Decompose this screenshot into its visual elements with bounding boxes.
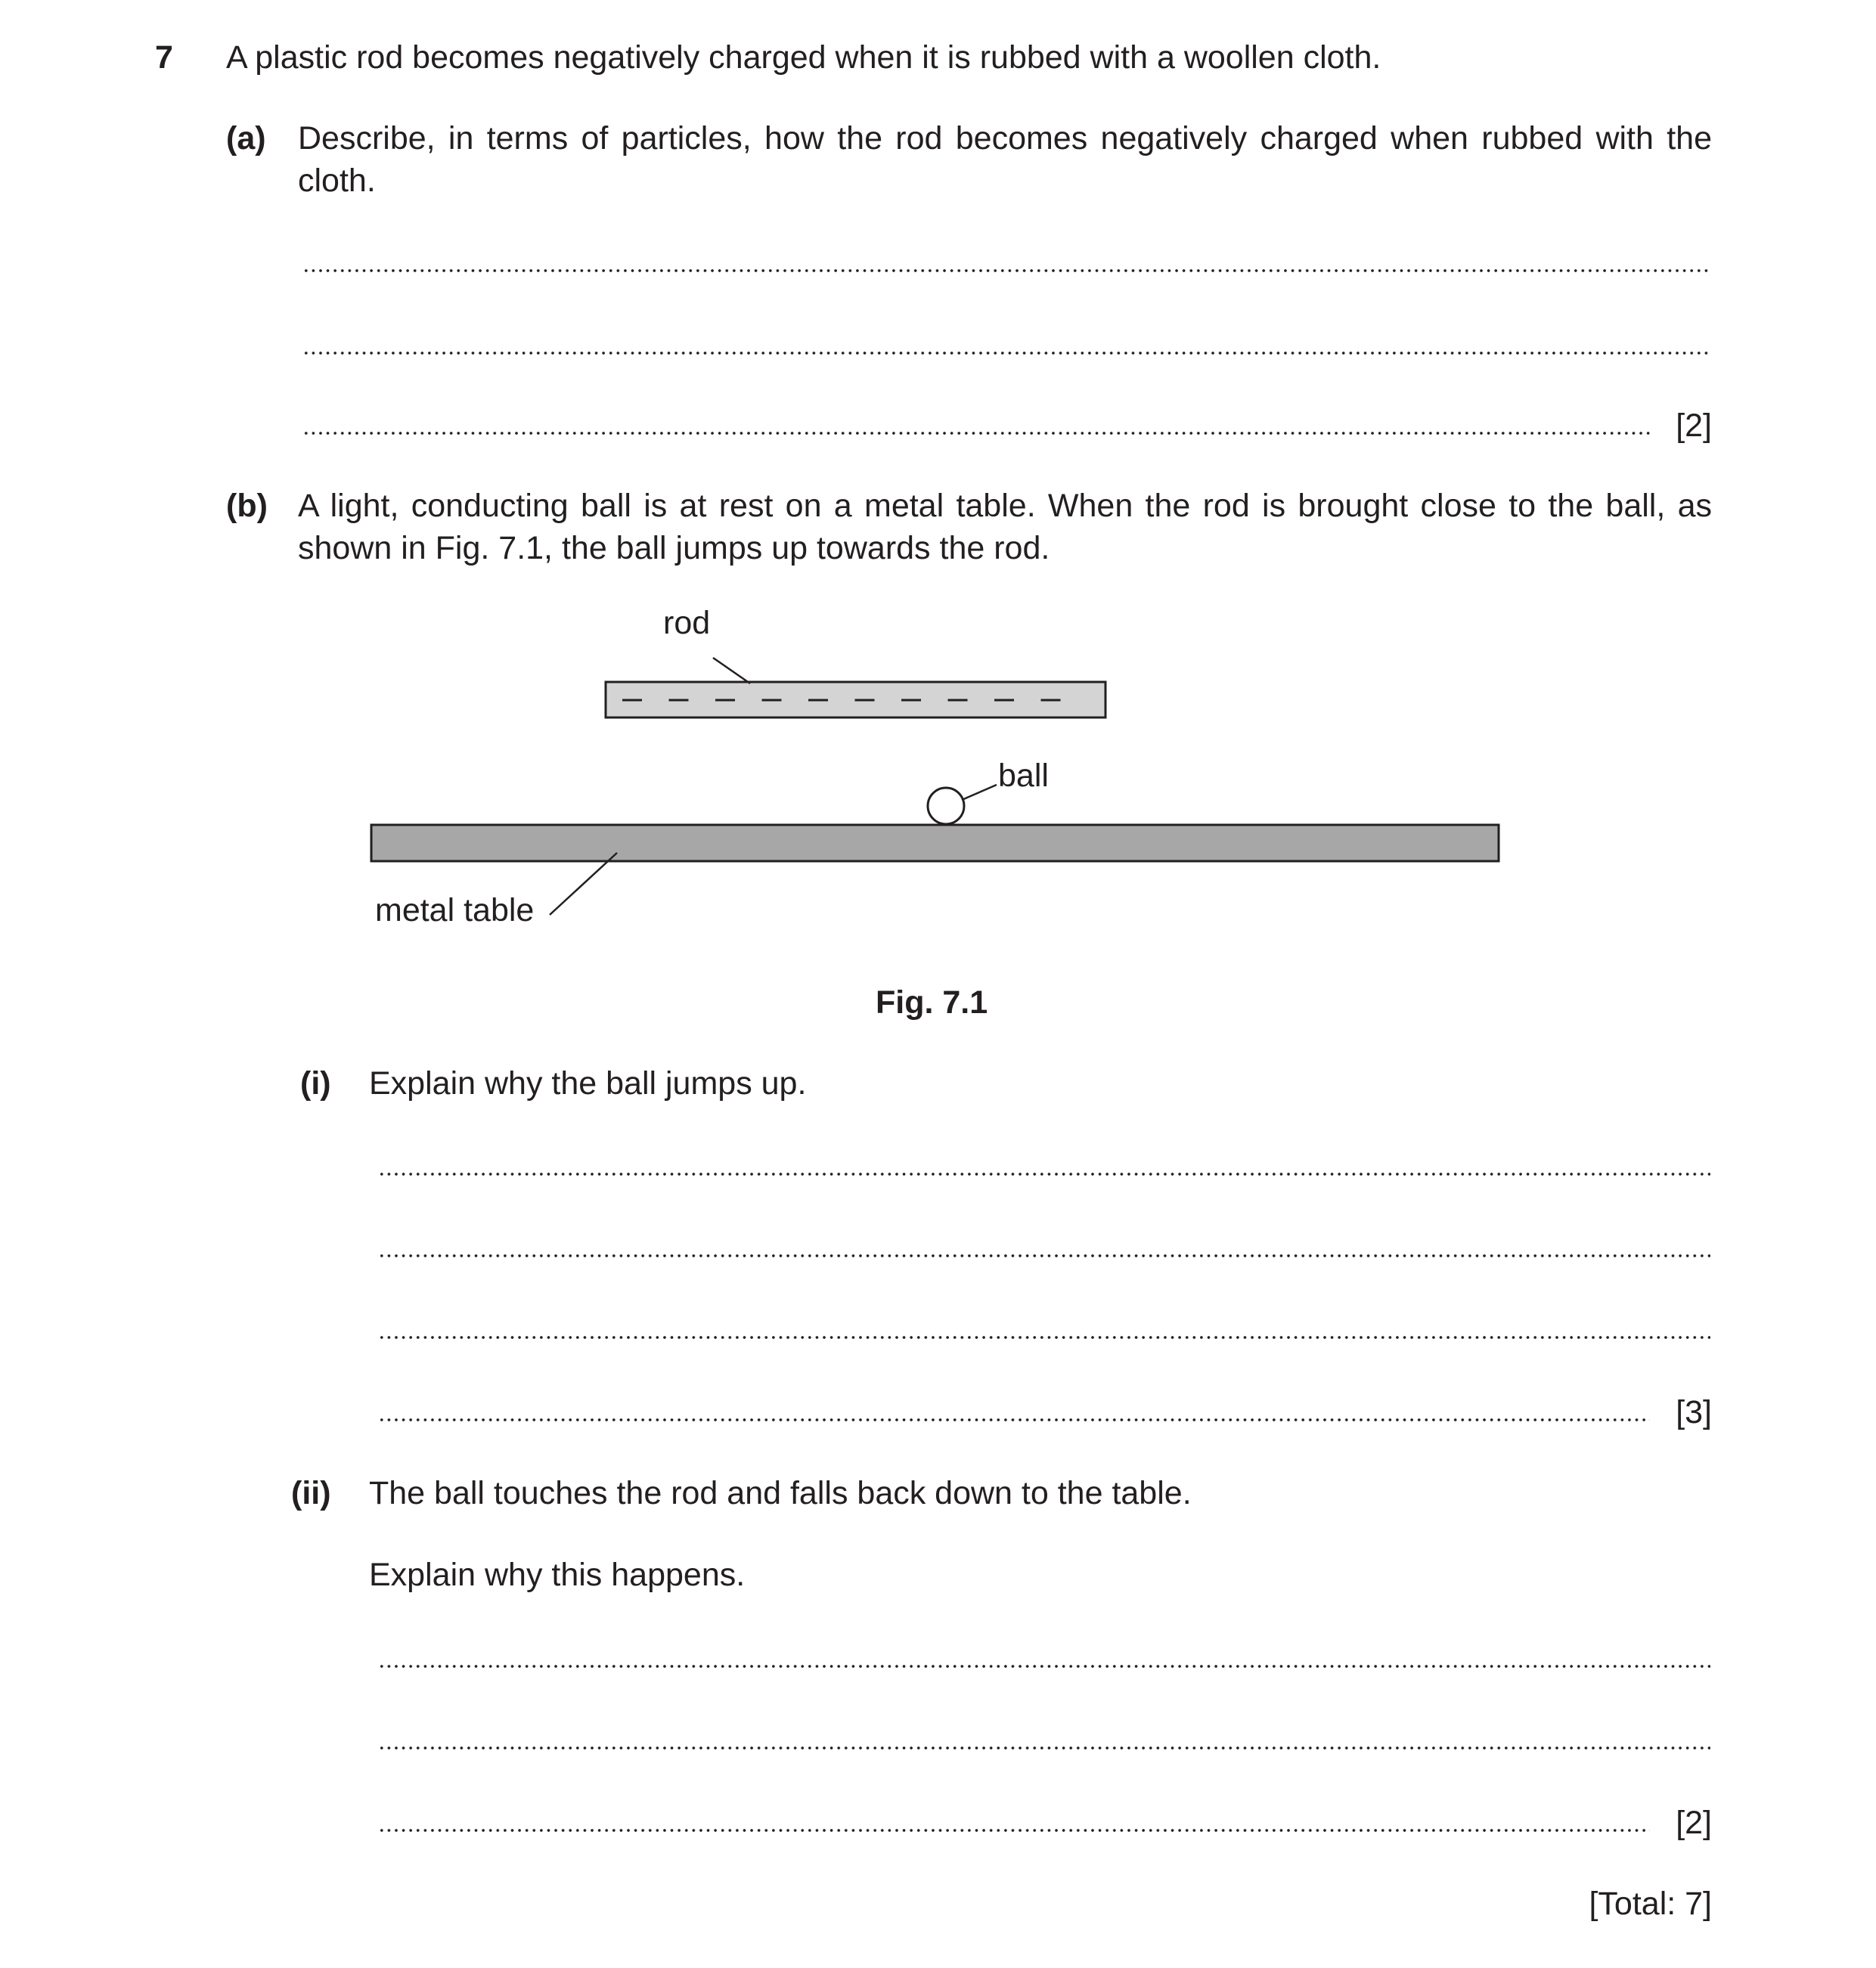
part-b-ii-text: The ball touches the rod and falls back down to the table. xyxy=(369,1475,1192,1511)
part-a-label: (a) xyxy=(226,120,266,157)
rod-label: rod xyxy=(663,605,711,641)
ball xyxy=(928,788,964,824)
ball-leader-line xyxy=(962,785,997,800)
figure-7-1 xyxy=(0,0,1876,983)
part-b-ii-prompt: Explain why this happens. xyxy=(369,1557,746,1593)
total-marks: [Total: 7] xyxy=(1589,1886,1712,1922)
question-stem: A plastic rod becomes negatively charged when it is rubbed with a woollen cloth. xyxy=(226,39,1381,76)
marks-part-b-ii: [2] xyxy=(1676,1805,1712,1841)
answer-line[interactable] xyxy=(378,1665,1710,1668)
part-b-text: A light, conducting ball is at rest on a metal table. When the rod is brought close to the ball, as shown in Fig. 7.1, the ball jumps up towards the rod. xyxy=(298,488,1712,566)
answer-line[interactable] xyxy=(378,1829,1650,1832)
part-b-ii-label: (ii) xyxy=(291,1475,331,1511)
rod-leader-line xyxy=(713,658,750,683)
marks-part-a: [2] xyxy=(1676,408,1712,444)
part-a-text: Describe, in terms of particles, how the rod becomes negatively charged when rubbed with the cloth. xyxy=(298,120,1712,199)
part-b-i-text: Explain why the ball jumps up. xyxy=(369,1065,807,1102)
answer-line[interactable] xyxy=(378,1746,1710,1750)
ball-label: ball xyxy=(998,758,1049,794)
marks-part-b-i: [3] xyxy=(1676,1394,1712,1430)
part-b-label: (b) xyxy=(226,488,268,524)
part-b-i-label: (i) xyxy=(300,1065,331,1102)
answer-line[interactable] xyxy=(378,1254,1710,1257)
answer-line[interactable] xyxy=(378,1336,1710,1339)
metal-table xyxy=(371,825,1499,861)
figure-caption: Fig. 7.1 xyxy=(876,984,988,1021)
question-number: 7 xyxy=(155,39,173,76)
answer-line[interactable] xyxy=(378,1418,1650,1421)
answer-line[interactable] xyxy=(378,1173,1710,1176)
table-label: metal table xyxy=(375,892,535,928)
